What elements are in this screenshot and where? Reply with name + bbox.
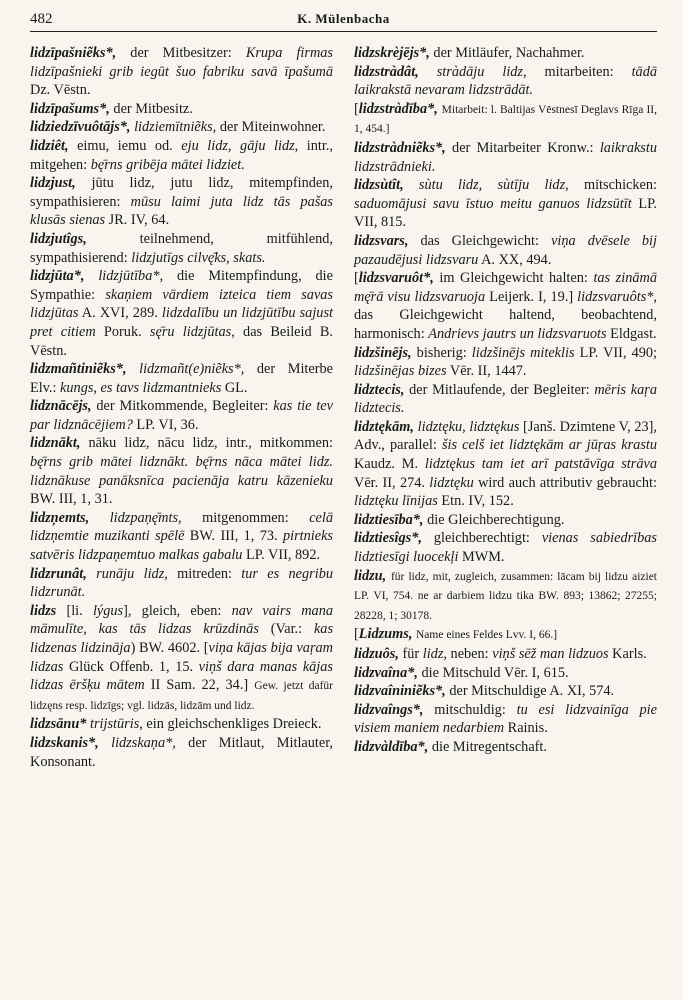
gloss-text: wird auch attributiv gebraucht: [473, 474, 657, 491]
dictionary-entry [30, 602, 333, 716]
example-text: celā lidzņemtie muzikanti spēlē [30, 509, 333, 545]
headword: lidzsvars, [354, 232, 409, 249]
dictionary-entry [30, 118, 333, 137]
gloss-text: A. XVI, 289. [78, 305, 162, 322]
gloss-text: ) BW. 4602. [ [130, 640, 209, 656]
gloss-text: [ [354, 270, 359, 287]
headword: lidzs [30, 602, 57, 619]
example-text: lidzšinējas bizes [354, 363, 447, 380]
gloss-text [87, 566, 96, 582]
dictionary-entry [354, 139, 657, 176]
gloss-text: die Mitregentschaft. [428, 738, 547, 755]
gloss-text: BW. III, 1, 73. [184, 528, 283, 545]
headword: lidzšinējs, [354, 344, 412, 361]
example-text: lidzpaņę̄mts, [109, 509, 182, 526]
headword: lidznācējs, [30, 398, 92, 415]
gloss-text: das Beileid B. Vēstn. [30, 323, 333, 359]
headword: lidztecis, [354, 381, 405, 398]
dictionary-entry [30, 715, 333, 734]
gloss-text: Rainis. [504, 720, 548, 737]
gloss-text [127, 361, 140, 377]
gloss-text: Kaudz. M. [354, 456, 425, 473]
example-text: kungs, es tavs lidzmantnieks [60, 379, 222, 396]
example-text: lýgus [92, 602, 124, 619]
gloss-text: der Mitschuldige A. XI, 574. [445, 683, 615, 700]
header-rule [30, 31, 657, 32]
gloss-text: BW. III, 1, 31. [30, 491, 113, 508]
example-text: lidztękus tam iet arī patstāvīga strāva [424, 456, 657, 473]
dictionary-entry [354, 100, 657, 139]
example-text: viņa kājas bija vaŗam lidzas [30, 640, 333, 675]
gloss-text: MWM. [458, 549, 505, 566]
example-text: šis celš iet lidztękām ar jūŗas krastu [441, 437, 657, 454]
headword: lidzstràdât, [354, 63, 419, 80]
headword: lidzjust, [30, 175, 76, 192]
headword: lidzsānu* [30, 716, 87, 733]
dictionary-entry [30, 100, 333, 119]
example-text: trijstūris, [90, 716, 143, 733]
example-text: Andrievs jautrs un lidzsvaruots [428, 325, 607, 342]
gloss-text: Karls. [608, 646, 647, 662]
gloss-text: mitreden: [167, 565, 242, 582]
example-text: lidzdalību un lidzjūtību sajust pret citiem [30, 305, 333, 340]
headword: lidzvaîna*, [354, 664, 418, 681]
dictionary-entry [354, 176, 657, 232]
dictionary-entry [354, 63, 657, 100]
gloss-text: die Mitempfindung, die Sympathie: [30, 268, 333, 303]
gloss-text: [ [354, 100, 359, 117]
example-text: lidzsvaruôts*, [577, 288, 657, 305]
gloss-text: jūtu lidz, jutu lidz, mitempfinden, sympathisieren: [30, 175, 333, 210]
dictionary-entry [354, 269, 657, 343]
gloss-text: bisherig: [411, 344, 472, 361]
headword: lidzskrèjējs*, [354, 45, 430, 61]
dictionary-entry [354, 511, 657, 530]
headword: lidzīpašniẽks*, [30, 45, 117, 61]
dictionary-entry [30, 565, 333, 602]
example-text: lidz, [422, 646, 447, 662]
example-text: Krupa firmas lidzīpašnieki grib iegūt šuo fabriku savā īpašumā [30, 45, 333, 80]
example-text: saduomājusi savu īstuo meitu ganuos lidzsūtīt [354, 195, 632, 212]
headword: lidzņemts, [30, 509, 90, 526]
example-text: bę̄rns gribēja mātei lidziet. [90, 156, 245, 173]
headword: lidzrunât, [30, 565, 87, 582]
example-text: lidzskaņa*, [111, 734, 176, 751]
gloss-text: II Sam. 22, 34.] [144, 677, 255, 694]
example-text: stràdāju lidz, [436, 63, 527, 80]
dictionary-entry [30, 137, 333, 174]
example-text: lidziemītniẽks, [134, 119, 217, 136]
gloss-text: der Mitbesitz. [109, 100, 193, 117]
headword: lidzsvaruôt*, [358, 270, 434, 287]
gloss-text: der Mitlaufende, der Begleiter: [404, 381, 595, 398]
dictionary-entry [354, 625, 657, 645]
gloss-text: mitarbeiten: [526, 63, 632, 80]
headword: lidzjūta*, [30, 268, 85, 285]
gloss-text [99, 735, 111, 751]
gloss-text: der Miterbe Elv.: [30, 361, 333, 396]
dictionary-entry [30, 360, 333, 397]
gloss-text: im Gleichgewicht halten: [433, 270, 594, 287]
example-text: lidzšinējs miteklis [471, 344, 575, 361]
example-text: tādā laikrakstā nevaram lidzstrādāt. [354, 63, 657, 99]
example-text: lidzjutīgs cilvę̄ks, skats. [131, 249, 266, 266]
headword: lidzuôs, [354, 646, 399, 662]
gloss-text: der Miteinwohner. [216, 119, 326, 136]
gloss-text: Vēr. II, 1447. [446, 363, 527, 380]
gloss-text: der Mitlaut, Mitlauter, Konsonant. [30, 734, 333, 770]
gloss-text: mitgenommen: [181, 509, 310, 526]
headword: lidztiesîgs*, [354, 530, 422, 547]
example-text: vienas sabiedrības lidztiesīgi luocekļi [354, 530, 657, 566]
example-text: skaņiem vārdiem izteica tiem savas lidzjūtas [30, 286, 333, 322]
example-text: tu esi lidzvainīga pie visiem maniem nedarbiem [354, 701, 657, 737]
dictionary-entry [354, 529, 657, 566]
gloss-text: LP. VII, 892. [242, 547, 321, 564]
gloss-text: das Gleichgewicht: [408, 232, 552, 249]
gloss-text: LP. VII, 490; [574, 344, 657, 361]
dictionary-entry [30, 174, 333, 230]
example-text: viņš sēž man lidzuos [492, 646, 609, 662]
example-text: runāju lidz, [96, 565, 168, 582]
example-text: laikrakstu lidzstrādnieki. [354, 139, 657, 175]
gloss-text: [li. [56, 602, 93, 619]
gloss-text: Leijerk. I, 19.] [485, 288, 578, 305]
example-text: lidzmañt(e)niẽks*, [139, 361, 245, 378]
headword: lidzvaîniniẽks*, [354, 683, 446, 700]
page-number: 482 [30, 11, 53, 27]
gloss-text: GL. [221, 379, 248, 396]
left-column [30, 44, 333, 771]
gloss-text: nāku lidz, nācu lidz, intr., mitkommen: [80, 435, 333, 452]
dictionary-entry [30, 434, 333, 508]
dictionary-entry [30, 734, 333, 771]
gloss-text: Vēr. II, 274. [354, 474, 430, 491]
gloss-text: der Mitarbeiter Kronw.: [445, 139, 600, 156]
example-text: eju lidz, gāju lidz, [181, 137, 299, 154]
gloss-text: der Mitkommende, Begleiter: [91, 398, 274, 415]
example-text: lidzjūtība*, [98, 268, 164, 285]
gloss-text: eimu, iemu od. [68, 137, 182, 154]
running-head: K. Mülenbacha [297, 11, 390, 26]
gloss-text: LP. VII, 815. [354, 195, 658, 231]
gloss-text: Poruk. [95, 323, 150, 340]
two-column-body [30, 44, 657, 771]
gloss-text: das Gleichgewicht haltend, beobachtend, harmonisch: [354, 307, 657, 342]
headword: lidznākt, [30, 435, 81, 452]
example-text: lidztęku, lidztękus [417, 418, 520, 435]
small-note: Name eines Feldes Lvv. I, 66.] [415, 629, 558, 642]
gloss-text: die Gleichberechtigung. [423, 511, 565, 528]
dictionary-entry [30, 44, 333, 100]
gloss-text: für [398, 646, 423, 662]
dictionary-entry [354, 645, 657, 664]
dictionary-entry [30, 230, 333, 267]
gloss-text: ], gleich, eben: [123, 602, 232, 619]
headword: lidztękām, [354, 418, 414, 435]
example-text: lidztęku [429, 474, 474, 491]
example-text: tas zināmā mę̄rā visu lidzsvaruoja [354, 270, 657, 305]
gloss-text: Etn. IV, 152. [437, 493, 514, 510]
gloss-text: Eldgast. [606, 325, 657, 342]
gloss-text: [Janš. Dzimtene V, 23], Adv., parallel: [354, 418, 658, 454]
dictionary-entry [30, 267, 333, 360]
dictionary-entry [30, 509, 333, 565]
headword: lidzsùtît, [354, 177, 404, 194]
headword: lidzjutîgs, [30, 230, 87, 247]
dictionary-entry [354, 738, 657, 757]
gloss-text [89, 510, 110, 526]
example-text: pirtnieks satvēris lidzpaņemtuo malkas gabalu [30, 528, 333, 564]
dictionary-entry [354, 418, 657, 511]
example-text: sę̄ru lidzjūtas, [149, 323, 235, 340]
dictionary-entry [354, 44, 657, 63]
headword: lidztiesība*, [354, 511, 424, 528]
headword: lidzu, [354, 567, 387, 584]
gloss-text: LP. VI, 36. [132, 416, 199, 433]
right-column [354, 44, 657, 771]
gloss-text: A. XX, 494. [478, 251, 552, 268]
small-note: für lidz, mit, zugleich, zusammen: lācam bij lidzu aiziet LP. VI, 754. ne ar darbiem lidzu tika BW. 893; 13862; 27255; 28228, 1; 30178. [354, 570, 657, 622]
gloss-text: ein gleichschenkliges Dreieck. [142, 716, 322, 733]
gloss-text [419, 64, 437, 80]
small-note: Mitarbeit: l. Baltijas Vēstnesī Deglavs Rīga II, 1, 454.] [354, 103, 658, 136]
gloss-text: Glück Offenb. 1, 15. [63, 658, 199, 675]
gloss-text [84, 268, 98, 284]
dictionary-entry [354, 664, 657, 683]
example-text: mūsu laimi juta lidz tās pašas klusās sienas [30, 193, 333, 229]
headword: lidzīpašums*, [30, 100, 110, 117]
example-text: kas tie tev par lidznācējiem? [30, 398, 333, 433]
gloss-text: [ [354, 626, 359, 643]
example-text: bę̄rns grib mātei lidznākt. bę̄rns nāca mātei lidz. lidznākuse panāksnīca pacienāja katru kāzenieku [30, 454, 333, 489]
example-text: mēris kaŗa lidztecis. [354, 381, 657, 417]
gloss-text: gleichberechtigt: [421, 530, 542, 547]
example-text: nav vairs mana māmulīte, kas tās lidzas krūzdinās [30, 602, 333, 638]
headword: lidzskanis*, [30, 734, 99, 751]
example-text: lidztęku līnijas [354, 493, 438, 510]
headword: lidziedzīvuôtājs*, [30, 119, 131, 136]
gloss-text: Dz. Vēstn. [30, 82, 91, 99]
dictionary-entry [354, 701, 657, 738]
dictionary-entry [354, 232, 657, 269]
gloss-text: der Mitläufer, Nachahmer. [429, 45, 585, 61]
gloss-text: intr., mitgehen: [30, 137, 333, 173]
example-text: viņa dvēsele bij pazaudējusi lidzsvaru [354, 232, 657, 268]
headword: lidzvaîngs*, [354, 701, 424, 718]
small-note: Gew. jetzt dafür lidzęns resp. lidzīgs; vgl. lidzās, lidzām und lidz. [30, 680, 334, 712]
gloss-text: teilnehmend, mitfühlend, sympathisierend: [30, 230, 333, 266]
dictionary-entry [354, 344, 657, 381]
gloss-text: mitschicken: [568, 177, 658, 194]
dictionary-entry [354, 682, 657, 701]
page-header [30, 8, 657, 32]
dictionary-entry [354, 567, 657, 626]
headword: lidzvàldība*, [354, 738, 429, 755]
dictionary-entry [30, 397, 333, 434]
headword: Lidzums, [358, 626, 413, 643]
headword: lidziêt, [30, 137, 69, 154]
headword: lidzstràdniẽks*, [354, 139, 446, 156]
dictionary-entry [354, 381, 657, 418]
gloss-text: die Mitschuld Vēr. I, 615. [417, 664, 569, 681]
headword: lidzmañtiniẽks*, [30, 361, 127, 378]
example-text: sùtu lidz, sùtīju lidz, [418, 177, 569, 194]
gloss-text: JR. IV, 64. [105, 212, 170, 229]
gloss-text: der Mitbesitzer: [116, 45, 246, 61]
gloss-text [404, 177, 419, 193]
gloss-text: mitschuldig: [423, 701, 517, 718]
gloss-text: neben: [446, 646, 493, 662]
headword: lidzstràdība*, [358, 100, 438, 117]
example-text: viņš dara manas kājas lidzas ēršķu mātem [30, 658, 333, 694]
example-text: tur es negribu lidzrunāt. [30, 565, 333, 601]
gloss-text: (Var.: [258, 621, 314, 638]
example-text: kas lidzenas lidzināja [30, 621, 334, 656]
